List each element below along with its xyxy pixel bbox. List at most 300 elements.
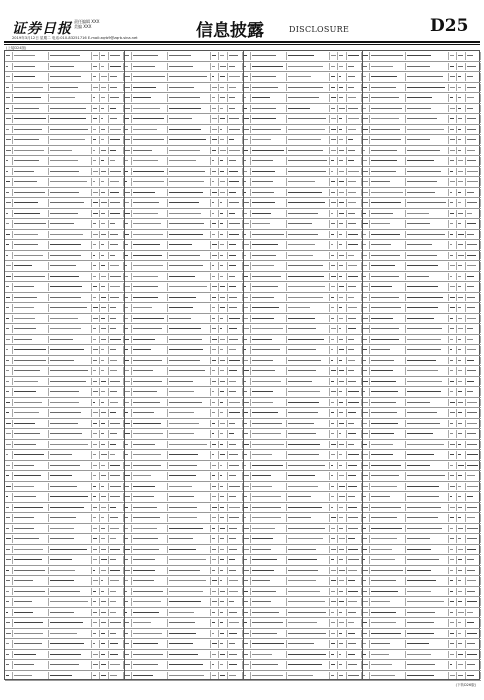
table-cell	[219, 357, 227, 365]
table-cell	[13, 136, 49, 144]
text-placeholder	[50, 276, 79, 277]
text-placeholder	[467, 507, 477, 508]
text-placeholder	[50, 223, 74, 224]
text-placeholder	[110, 433, 117, 434]
text-placeholder	[458, 664, 462, 665]
text-placeholder	[467, 181, 478, 182]
table-cell	[219, 672, 227, 680]
text-placeholder	[169, 591, 203, 592]
table-cell	[109, 441, 124, 449]
table-cell	[13, 252, 49, 260]
text-placeholder	[288, 118, 326, 119]
table-cell	[406, 399, 449, 407]
table-cell	[211, 588, 219, 596]
table-row	[5, 198, 124, 209]
text-placeholder	[133, 412, 153, 413]
text-placeholder	[93, 391, 98, 392]
text-placeholder	[229, 318, 240, 319]
table-cell	[124, 147, 132, 155]
table-row	[5, 587, 124, 598]
table-cell	[92, 294, 100, 302]
table-cell	[168, 294, 211, 302]
table-cell	[251, 357, 287, 365]
table-cell	[251, 388, 287, 396]
table-cell	[457, 598, 465, 606]
text-placeholder	[133, 654, 163, 655]
text-placeholder	[458, 265, 462, 266]
text-placeholder	[252, 675, 283, 676]
table-cell	[287, 504, 330, 512]
text-placeholder	[50, 255, 81, 256]
text-placeholder	[50, 307, 87, 308]
text-placeholder	[6, 55, 10, 56]
text-placeholder	[371, 55, 403, 56]
table-cell	[49, 525, 92, 533]
table-cell	[100, 651, 108, 659]
text-placeholder	[93, 213, 98, 214]
table-row	[5, 345, 124, 356]
table-cell	[251, 105, 287, 113]
text-placeholder	[220, 87, 223, 88]
table-row	[124, 345, 243, 356]
table-cell	[370, 430, 406, 438]
text-placeholder	[212, 528, 215, 529]
table-cell	[13, 273, 49, 281]
text-placeholder	[407, 139, 430, 140]
text-placeholder	[363, 444, 367, 445]
text-placeholder	[125, 87, 130, 88]
text-placeholder	[467, 633, 478, 634]
text-placeholder	[14, 171, 33, 172]
text-placeholder	[212, 213, 214, 214]
text-placeholder	[220, 349, 223, 350]
text-placeholder	[212, 150, 216, 151]
table-cell	[49, 367, 92, 375]
table-cell	[168, 52, 211, 60]
table-cell	[287, 577, 330, 585]
table-cell	[219, 115, 227, 123]
text-placeholder	[14, 412, 39, 413]
table-cell	[211, 504, 219, 512]
text-placeholder	[348, 349, 355, 350]
text-placeholder	[339, 118, 342, 119]
text-placeholder	[133, 507, 157, 508]
text-placeholder	[125, 181, 127, 182]
text-placeholder	[133, 66, 154, 67]
text-placeholder	[101, 538, 105, 539]
text-placeholder	[244, 475, 249, 476]
text-placeholder	[169, 192, 203, 193]
text-placeholder	[331, 654, 334, 655]
text-placeholder	[244, 591, 248, 592]
text-placeholder	[348, 118, 359, 119]
table-cell	[124, 661, 132, 669]
text-placeholder	[339, 349, 344, 350]
table-cell	[457, 672, 465, 680]
table-cell	[457, 651, 465, 659]
table-row	[243, 440, 362, 451]
text-placeholder	[331, 276, 336, 277]
table-cell	[243, 73, 251, 81]
text-placeholder	[407, 601, 444, 602]
table-cell	[168, 94, 211, 102]
table-cell	[124, 525, 132, 533]
text-placeholder	[212, 139, 217, 140]
table-cell	[5, 84, 13, 92]
text-placeholder	[93, 150, 95, 151]
text-placeholder	[407, 87, 445, 88]
table-cell	[5, 504, 13, 512]
table-row	[124, 671, 243, 682]
table-cell	[330, 567, 338, 575]
text-placeholder	[133, 528, 157, 529]
text-placeholder	[101, 318, 105, 319]
text-placeholder	[101, 192, 105, 193]
table-cell	[109, 367, 124, 375]
text-placeholder	[14, 559, 42, 560]
text-placeholder	[229, 202, 240, 203]
table-cell	[466, 252, 481, 260]
table-cell	[457, 189, 465, 197]
table-cell	[219, 304, 227, 312]
table-cell	[338, 420, 346, 428]
text-placeholder	[467, 97, 474, 98]
table-cell	[287, 283, 330, 291]
table-cell	[362, 178, 370, 186]
table-cell	[362, 199, 370, 207]
text-placeholder	[133, 559, 155, 560]
table-cell	[132, 651, 168, 659]
text-placeholder	[458, 475, 462, 476]
table-cell	[124, 430, 132, 438]
table-cell	[347, 546, 362, 554]
text-placeholder	[133, 370, 152, 371]
table-cell	[406, 493, 449, 501]
text-placeholder	[348, 97, 356, 98]
table-row	[5, 219, 124, 230]
table-cell	[211, 556, 219, 564]
text-placeholder	[14, 328, 36, 329]
table-row	[362, 639, 481, 650]
text-placeholder	[169, 66, 193, 67]
table-cell	[243, 420, 251, 428]
table-cell	[287, 388, 330, 396]
table-cell	[243, 262, 251, 270]
table-cell	[132, 63, 168, 71]
text-placeholder	[407, 538, 430, 539]
text-placeholder	[133, 213, 157, 214]
table-cell	[251, 378, 287, 386]
table-cell	[219, 493, 227, 501]
table-cell	[100, 367, 108, 375]
text-placeholder	[371, 349, 389, 350]
table-cell	[338, 661, 346, 669]
text-placeholder	[363, 601, 368, 602]
table-cell	[5, 651, 13, 659]
table-cell	[362, 577, 370, 585]
table-cell	[251, 630, 287, 638]
table-row	[124, 492, 243, 503]
text-placeholder	[331, 66, 335, 67]
text-placeholder	[363, 622, 367, 623]
table-cell	[347, 651, 362, 659]
table-row	[243, 125, 362, 136]
text-placeholder	[244, 496, 247, 497]
table-cell	[92, 451, 100, 459]
text-placeholder	[288, 318, 315, 319]
text-placeholder	[331, 318, 335, 319]
table-row	[124, 219, 243, 230]
text-placeholder	[125, 213, 130, 214]
text-placeholder	[407, 643, 429, 644]
text-placeholder	[288, 402, 319, 403]
text-placeholder	[458, 118, 462, 119]
text-placeholder	[169, 643, 193, 644]
text-placeholder	[363, 580, 366, 581]
table-cell	[124, 640, 132, 648]
table-cell	[243, 315, 251, 323]
table-cell	[124, 262, 132, 270]
text-placeholder	[101, 255, 104, 256]
text-placeholder	[93, 328, 96, 329]
table-cell	[124, 168, 132, 176]
text-placeholder	[169, 150, 200, 151]
table-cell	[92, 199, 100, 207]
text-placeholder	[101, 601, 106, 602]
table-cell	[124, 493, 132, 501]
text-placeholder	[371, 601, 390, 602]
text-placeholder	[467, 570, 475, 571]
table-cell	[370, 399, 406, 407]
table-cell	[251, 619, 287, 627]
table-cell	[362, 441, 370, 449]
text-placeholder	[212, 265, 214, 266]
text-placeholder	[288, 507, 322, 508]
table-cell	[49, 451, 92, 459]
text-placeholder	[212, 87, 217, 88]
table-cell	[457, 105, 465, 113]
text-placeholder	[50, 633, 77, 634]
text-placeholder	[50, 97, 75, 98]
text-placeholder	[407, 160, 434, 161]
text-placeholder	[458, 444, 461, 445]
text-placeholder	[6, 66, 8, 67]
text-placeholder	[133, 433, 163, 434]
text-placeholder	[14, 318, 35, 319]
table-cell	[219, 136, 227, 144]
table-cell	[338, 199, 346, 207]
text-placeholder	[101, 370, 104, 371]
text-placeholder	[331, 202, 336, 203]
table-cell	[330, 598, 338, 606]
text-placeholder	[348, 423, 354, 424]
text-placeholder	[331, 118, 336, 119]
text-placeholder	[458, 528, 463, 529]
table-cell	[466, 619, 481, 627]
table-cell	[168, 315, 211, 323]
text-placeholder	[212, 402, 215, 403]
table-cell	[49, 157, 92, 165]
table-row	[124, 650, 243, 661]
table-cell	[211, 378, 219, 386]
text-placeholder	[339, 412, 343, 413]
text-placeholder	[348, 339, 354, 340]
text-placeholder	[125, 318, 128, 319]
table-cell	[124, 210, 132, 218]
table-cell	[338, 52, 346, 60]
table-cell	[457, 630, 465, 638]
text-placeholder	[229, 444, 237, 445]
text-placeholder	[14, 370, 39, 371]
table-cell	[243, 357, 251, 365]
text-placeholder	[212, 97, 215, 98]
table-row	[5, 293, 124, 304]
table-cell	[124, 241, 132, 249]
text-placeholder	[407, 444, 444, 445]
text-placeholder	[458, 570, 462, 571]
table-cell	[362, 556, 370, 564]
text-placeholder	[339, 55, 342, 56]
table-cell	[370, 483, 406, 491]
table-cell	[100, 451, 108, 459]
table-row	[362, 660, 481, 671]
table-cell	[13, 199, 49, 207]
table-cell	[449, 304, 457, 312]
text-placeholder	[244, 507, 248, 508]
table-cell	[49, 325, 92, 333]
table-cell	[243, 598, 251, 606]
table-cell	[406, 546, 449, 554]
table-cell	[362, 567, 370, 575]
text-placeholder	[125, 192, 130, 193]
table-cell	[92, 262, 100, 270]
table-cell	[362, 241, 370, 249]
text-placeholder	[371, 475, 399, 476]
table-cell	[338, 315, 346, 323]
table-cell	[287, 346, 330, 354]
table-row	[362, 261, 481, 272]
table-cell	[287, 147, 330, 155]
text-placeholder	[450, 507, 455, 508]
table-cell	[219, 220, 227, 228]
table-cell	[132, 283, 168, 291]
table-cell	[124, 388, 132, 396]
text-placeholder	[125, 276, 128, 277]
text-placeholder	[220, 507, 223, 508]
text-placeholder	[458, 412, 462, 413]
table-cell	[228, 294, 243, 302]
text-placeholder	[331, 444, 336, 445]
text-placeholder	[371, 412, 397, 413]
table-cell	[13, 651, 49, 659]
table-cell	[219, 126, 227, 134]
text-placeholder	[212, 55, 216, 56]
table-cell	[124, 451, 132, 459]
text-placeholder	[252, 307, 279, 308]
table-row	[124, 51, 243, 62]
table-cell	[219, 378, 227, 386]
text-placeholder	[348, 402, 360, 403]
table-cell	[362, 640, 370, 648]
text-placeholder	[169, 538, 193, 539]
text-placeholder	[244, 423, 247, 424]
text-placeholder	[110, 412, 116, 413]
text-placeholder	[407, 433, 433, 434]
table-row	[5, 146, 124, 157]
table-cell	[330, 105, 338, 113]
text-placeholder	[50, 433, 82, 434]
text-placeholder	[348, 559, 359, 560]
text-placeholder	[220, 538, 223, 539]
text-placeholder	[93, 412, 98, 413]
text-placeholder	[288, 307, 310, 308]
table-cell	[466, 483, 481, 491]
table-cell	[100, 94, 108, 102]
table-cell	[109, 357, 124, 365]
text-placeholder	[212, 192, 217, 193]
text-placeholder	[331, 528, 335, 529]
text-placeholder	[331, 307, 334, 308]
text-placeholder	[371, 139, 401, 140]
table-row	[5, 83, 124, 94]
text-placeholder	[6, 538, 11, 539]
table-cell	[330, 126, 338, 134]
text-placeholder	[169, 139, 206, 140]
table-cell	[109, 598, 124, 606]
text-placeholder	[14, 517, 34, 518]
table-cell	[5, 630, 13, 638]
text-placeholder	[110, 549, 120, 550]
table-cell	[211, 189, 219, 197]
text-placeholder	[467, 349, 477, 350]
table-cell	[109, 388, 124, 396]
text-placeholder	[371, 234, 400, 235]
text-placeholder	[50, 412, 81, 413]
text-placeholder	[363, 223, 368, 224]
text-placeholder	[458, 349, 460, 350]
table-cell	[457, 399, 465, 407]
text-placeholder	[331, 570, 336, 571]
text-placeholder	[133, 108, 160, 109]
table-cell	[13, 514, 49, 522]
text-placeholder	[339, 612, 342, 613]
text-placeholder	[101, 507, 106, 508]
text-placeholder	[220, 643, 223, 644]
text-placeholder	[371, 454, 392, 455]
table-cell	[287, 399, 330, 407]
text-placeholder	[252, 444, 283, 445]
text-placeholder	[371, 202, 400, 203]
table-cell	[168, 231, 211, 239]
text-placeholder	[363, 328, 369, 329]
table-row	[362, 282, 481, 293]
table-cell	[109, 577, 124, 585]
table-cell	[466, 168, 481, 176]
table-cell	[347, 304, 362, 312]
text-placeholder	[125, 307, 128, 308]
text-placeholder	[169, 664, 203, 665]
text-placeholder	[339, 423, 344, 424]
table-cell	[211, 94, 219, 102]
table-cell	[49, 462, 92, 470]
text-placeholder	[212, 486, 216, 487]
table-row	[243, 198, 362, 209]
text-placeholder	[101, 265, 105, 266]
text-placeholder	[450, 118, 454, 119]
text-placeholder	[331, 549, 337, 550]
text-placeholder	[110, 234, 118, 235]
table-cell	[330, 273, 338, 281]
